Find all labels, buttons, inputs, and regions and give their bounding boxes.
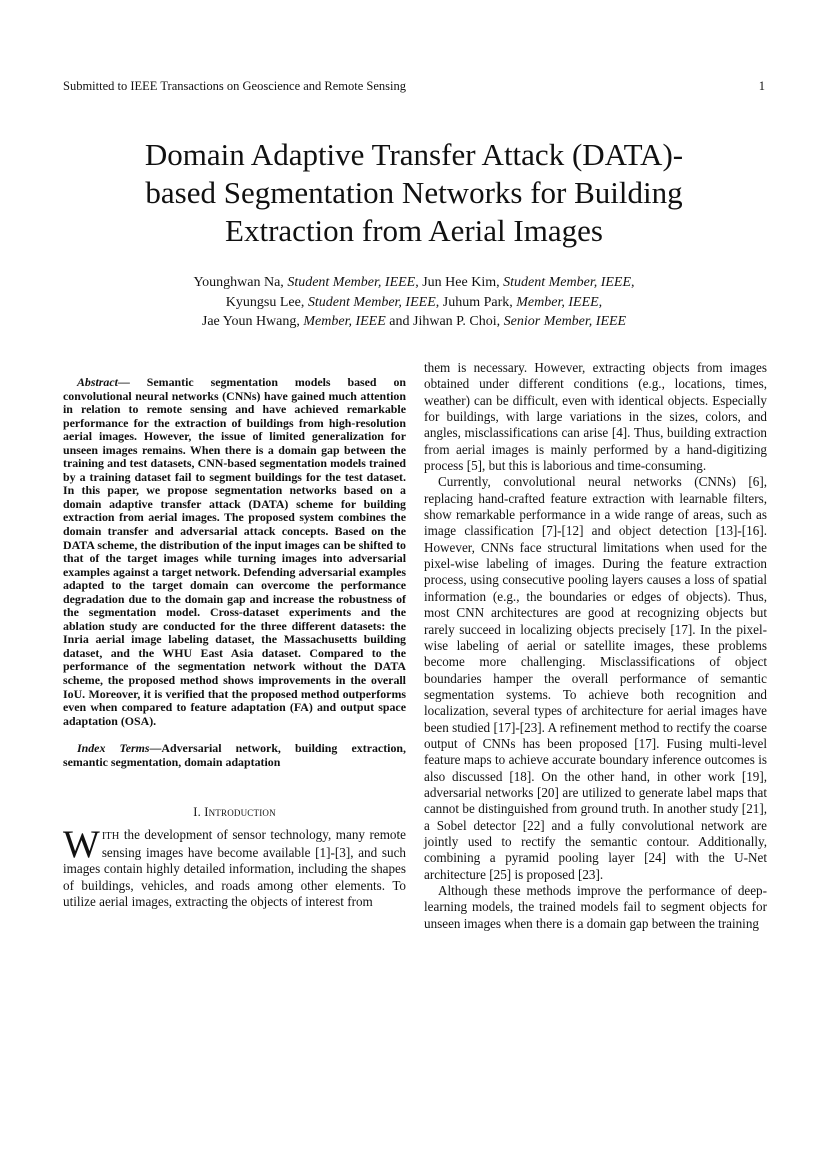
section-number: I. (193, 805, 201, 820)
author-name: Kyungsu Lee, (225, 294, 308, 310)
left-column (63, 376, 406, 910)
section-heading (63, 804, 406, 820)
abstract-text: Semantic segmentation models based on convolutional neural networks (CNNs) have gained much attention in relation to remote sensing and have achieved remarkable performance for the extraction of buildings from high-resolution aerial images. However, the issue of limited generalization for unseen images remains. When there is a domain gap between the training and test datasets, CNN-based segmentation models trained by a training dataset fail to segment buildings for the test dataset. In this paper, we propose segmentation networks based on a domain adaptive transfer attack (DATA) scheme for building extraction from aerial images. The proposed system combines the domain transfer and adversarial attack concepts. Based on the DATA scheme, the distribution of the input images can be shifted to that of the target images while turning images into adversarial examples against a target network. Defending adversarial examples adapted to the target domain can overcome the performance degradation due to the domain gap and increase the robustness of the segmentation model. Cross-dataset experiments and the ablation study are conducted for the three different datasets: the Inria aerial image labeling dataset, the Massachusetts building dataset, and the WHU East Asia dataset. Compared to the performance of the segmentation network without the DATA scheme, the proposed method shows improvements in the overall IoU. Moreover, it is verified that the proposed method outperforms even when compared to feature adaptation (FA) and output space adaptation (OSA). (63, 375, 406, 728)
author-role: Student Member, IEEE (503, 275, 632, 290)
author-role: Senior Member, IEEE (503, 314, 627, 329)
intro-text: the development of sensor technology, many remote sensing images have become available [1]-[3], and such images contain highly detailed information, including the shapes of buildings, vehicles, and roads among other elements. To utilize aerial images, extracting the objects of interest from (63, 826, 406, 910)
intro-paragraph-2: Currently, convolutional neural networks (CNNs) [6], replacing hand-crafted feature extraction with learnable filters, show remarkable performance in a wide range of areas, such as image classification [7]-[12] and object detection [13]-[16]. However, CNNs face structural limitations when used for the pixel-wise labeling of images. During the feature extraction process, using consecutive pooling layers causes a loss of spatial information (e.g., the boundaries or edges of objects). Thus, most CNN architectures are good at recognizing objects but rarely succeed in localizing objects precisely [17]. In the pixel-wise labeling of aerial or satellite images, these problems become more challenging. Misclassifications of object boundaries hamper the overall performance of semantic segmentation systems. To achieve both recognition and localization, several types of architecture for aerial images have been studied [17]-[23]. A refinement method to rectify the coarse output of CNNs has been proposed [17]. Fusing multi-level feature maps to achieve accurate boundary inference outcomes is also discussed [18]. On the other hand, in other work [19], adversarial networks [20] are utilized to generate label maps that cannot be distinguished from ground truth. In another study [21], a Sobel detector [22] and a fully convolutional network are jointly used to rectify the semantic contour. Additionally, combining a pyramid pooling layer [24] with the U-Net architecture [25] is proposed [23]. (424, 474, 767, 882)
author-name: Younghwan Na, (193, 275, 288, 290)
author-role: Member, IEEE, (516, 294, 603, 310)
journal-header: Submitted to IEEE Transactions on Geoscience and Remote Sensing (63, 79, 407, 93)
right-column (424, 360, 767, 932)
lead-word: ITH (101, 830, 120, 842)
intro-paragraph-1-continued: them is necessary. However, extracting objects from images obtained under different conditions (e.g., locations, times, weather) can be difficult, even with identical objects. Especially for buildings, with large variations in the sizes, colors, and angles, misclassifications can arise [4]. Thus, building extraction from aerial images is mainly performed by a hand-digitizing process [5], but this is laborious and time-consuming. (424, 360, 767, 474)
author-list (90, 273, 738, 332)
author-line-2 (90, 293, 738, 313)
index-terms (63, 742, 406, 769)
page-number: 1 (758, 79, 765, 93)
author-name: and Jihwan P. Choi, (385, 314, 504, 329)
drop-cap: W (63, 822, 100, 866)
title-line-2: based Segmentation Networks for Building (145, 175, 683, 210)
title-line-1: Domain Adaptive Transfer Attack (DATA)- (144, 137, 684, 172)
paper-title (90, 136, 738, 250)
author-role: Student Member, IEEE (307, 294, 436, 310)
index-terms-label: Index Terms (77, 741, 150, 756)
index-terms-text: —Adversarial network, building extraction, semantic segmentation, domain adaptation (63, 741, 406, 769)
author-name: , Juhum Park, (435, 294, 517, 310)
author-name: Jae Youn Hwang, (201, 314, 304, 329)
author-name: , Jun Hee Kim, (415, 275, 504, 290)
intro-paragraph-3: Although these methods improve the performance of deep-learning models, the trained models fail to segment objects for unseen images when there is a domain gap between the training (424, 883, 767, 931)
title-line-3: Extraction from Aerial Images (225, 213, 603, 248)
abstract-label: Abstract— (77, 375, 130, 389)
author-line-3 (90, 312, 738, 332)
author-role: Student Member, IEEE (287, 275, 416, 290)
section-title: Introduction (204, 805, 276, 820)
intro-paragraph-1 (63, 822, 406, 911)
author-separator: , (631, 275, 635, 290)
author-role: Member, IEEE (303, 314, 386, 329)
abstract (63, 376, 406, 728)
author-line-1 (90, 273, 738, 293)
